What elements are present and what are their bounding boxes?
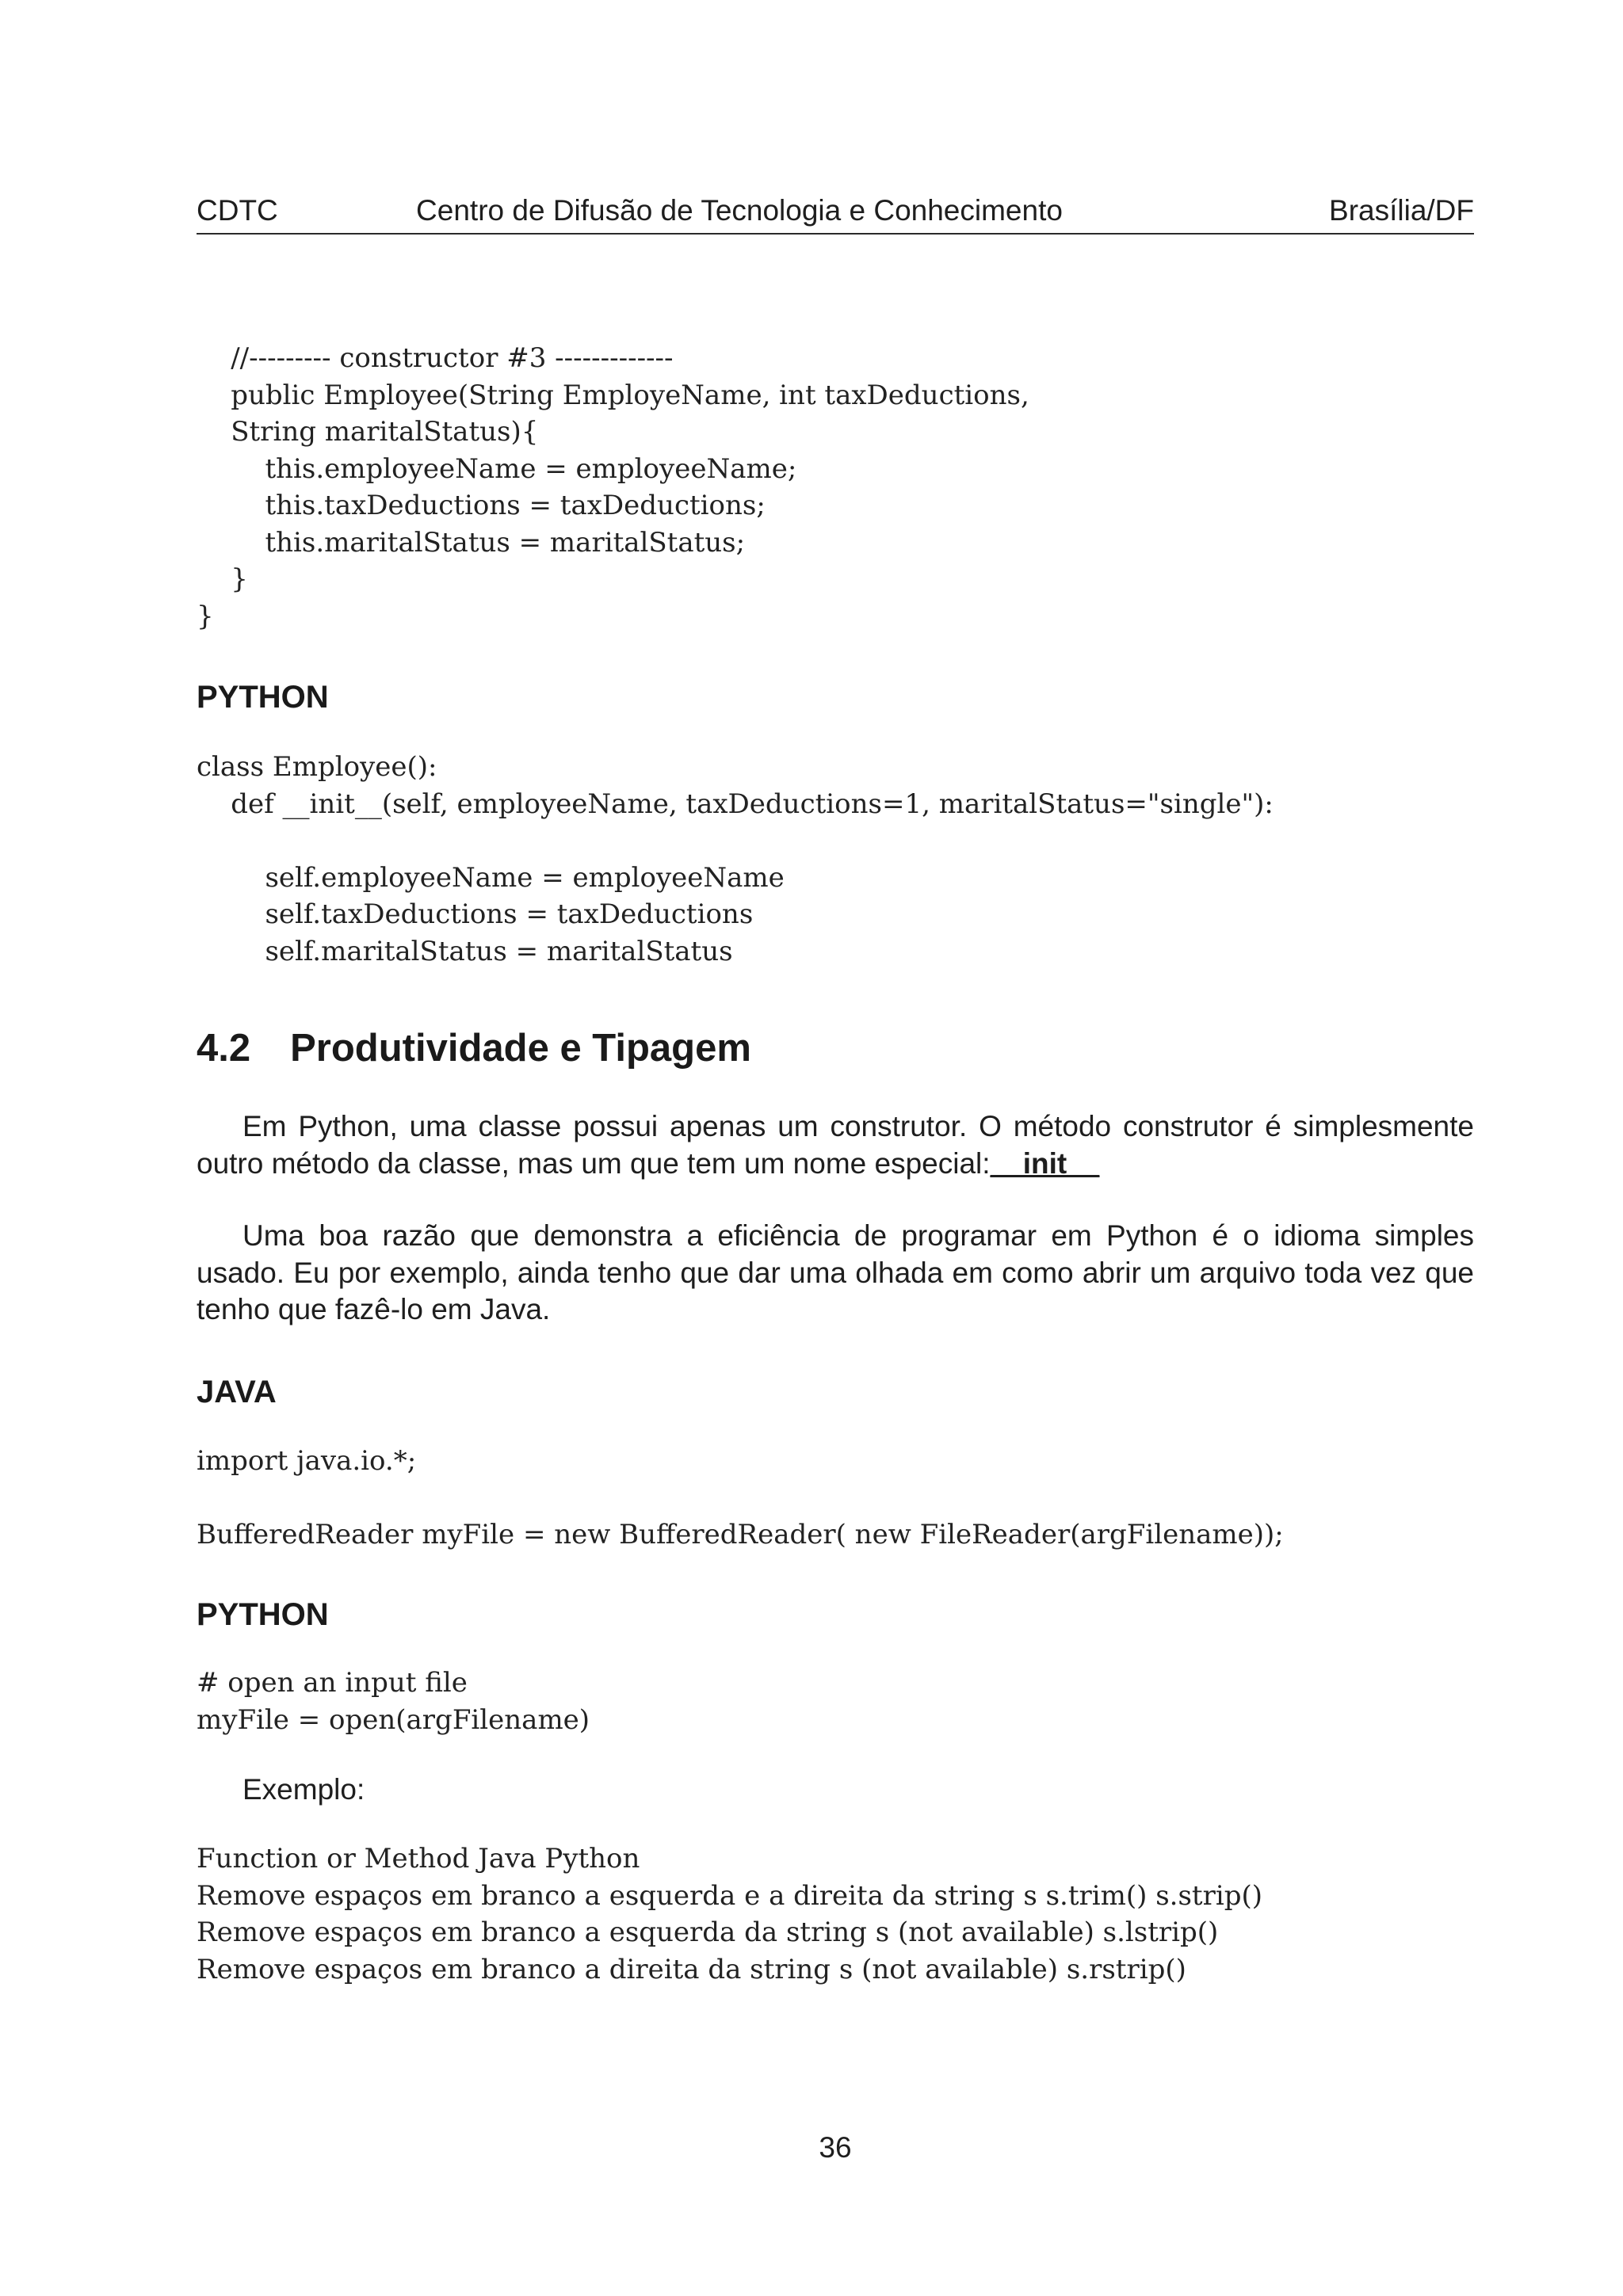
header-left: CDTC [197,194,278,227]
code-line: # open an input file [197,1667,468,1699]
java-file-code [197,1443,1284,1554]
python-class-code [197,749,1274,970]
code-line: Remove espaços em branco a esquerda da string s (not available) s.lstrip() [197,1917,1219,1948]
example-label-text: Exemplo: [242,1773,365,1806]
java-constructor-code [197,340,1029,635]
code-line: Function or Method Java Python [197,1843,640,1875]
python-heading: PYTHON [197,680,329,715]
code-line: Remove espaços em branco a direita da string s (not available) s.rstrip() [197,1953,1186,1985]
code-line: Remove espaços em branco a esquerda e a direita da string s s.trim() s.strip() [197,1879,1262,1912]
init-emphasis: __init__ [990,1146,1100,1180]
example-table [197,1840,1262,1988]
code-line: this.maritalStatus = maritalStatus; [197,526,746,559]
paragraph-constructor [197,1108,1474,1182]
example-label [197,1772,1474,1809]
code-line [197,1480,1284,1517]
code-line: this.employeeName = employeeName; [197,452,797,485]
code-line: self.employeeName = employeeName [197,861,785,894]
code-line: } [197,600,214,632]
page-number: 36 [819,2131,852,2164]
code-line: def __init__(self, employeeName, taxDeductions=1, maritalStatus="single"): [197,788,1274,820]
code-line: import java.io.*; [197,1445,417,1477]
code-line: String maritalStatus){ [197,416,539,448]
code-line: self.taxDeductions = taxDeductions [197,898,754,930]
header-right: Brasília/DF [1329,194,1474,227]
python-file-code [197,1665,590,1738]
paragraph-productivity [197,1218,1474,1329]
code-line: } [197,563,248,595]
code-line [197,822,1274,860]
code-line: //--------- constructor #3 ------------- [197,342,674,374]
code-line: BufferedReader myFile = new BufferedReader( new FileReader(argFilename)); [197,1519,1284,1550]
python-heading: PYTHON [197,1597,329,1632]
code-line: self.maritalStatus = maritalStatus [197,935,733,967]
paragraph-text: Uma boa razão que demonstra a eficiência de programar em Python é o idioma simples usado. Eu por exemplo, ainda tenho que dar uma olhada em como abrir um arquivo toda vez que tenho que fazê-lo em Java. [197,1219,1474,1325]
header-center: Centro de Difusão de Tecnologia e Conhecimento [416,194,1063,227]
code-line: public Employee(String EmployeName, int taxDeductions, [197,379,1029,411]
section-heading [197,1026,751,1070]
code-line: class Employee(): [197,751,437,783]
running-header [197,189,1474,235]
java-heading: JAVA [197,1375,277,1409]
section-number: 4.2 [197,1027,251,1070]
section-title: Produtividade e Tipagem [290,1027,751,1070]
code-line: this.taxDeductions = taxDeductions; [197,490,766,521]
code-line: myFile = open(argFilename) [197,1703,590,1736]
paragraph-text: Em Python, uma classe possui apenas um construtor. O método construtor é simplesmente outro método da classe, mas um que tem um nome especial: [197,1110,1474,1180]
